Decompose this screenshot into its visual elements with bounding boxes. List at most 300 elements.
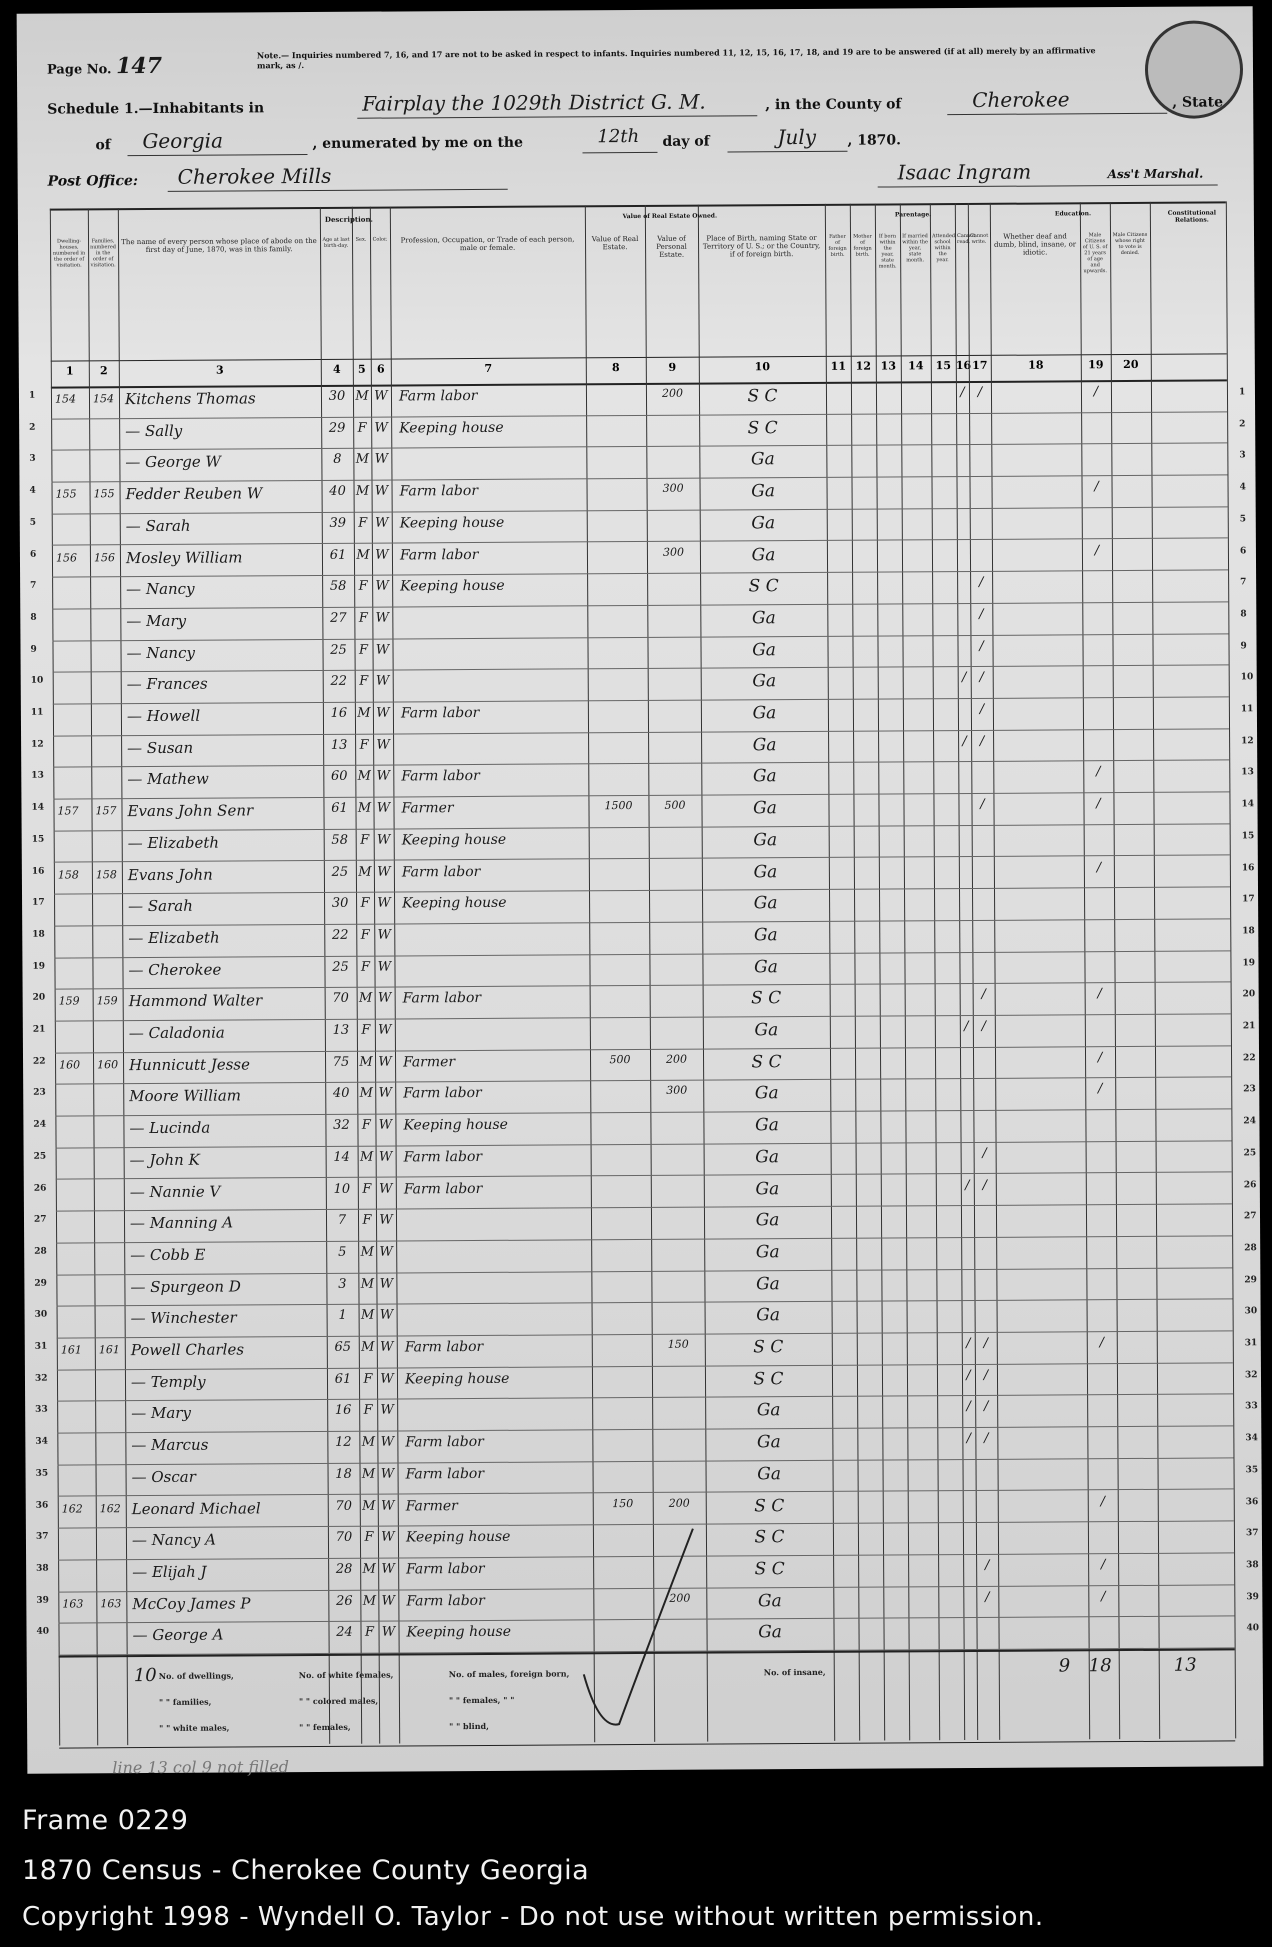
occupation: Farmer [405, 1497, 458, 1514]
sex: M [355, 388, 369, 404]
age: 70 [332, 991, 349, 1007]
sex: M [362, 1593, 377, 1609]
footer-white-females: No. of white females, [298, 1669, 394, 1681]
age: 70 [335, 1498, 353, 1514]
column-number-17: 17 [972, 358, 988, 372]
color: W [380, 1434, 395, 1450]
family-number: 156 [93, 550, 115, 564]
citizen-mark: / [1100, 1493, 1105, 1509]
cannot-write-mark: / [978, 575, 984, 591]
column-header-20: Male Citizens whose right to vote is denied. [1112, 231, 1148, 257]
family-number: 159 [96, 994, 118, 1008]
line-number-right: 25 [1243, 1148, 1257, 1159]
birthplace: Ga [752, 671, 777, 692]
line-number-right: 20 [1242, 989, 1256, 1000]
cannot-read-mark: / [966, 1431, 972, 1447]
dwelling-number: 156 [55, 550, 77, 565]
age: 29 [328, 420, 346, 436]
of-label: of [95, 137, 111, 154]
line-number-left: 36 [35, 1500, 49, 1511]
line-number-left: 3 [29, 454, 36, 465]
age: 61 [334, 1371, 352, 1387]
sex: F [364, 1624, 375, 1640]
person-name: — Cherokee [128, 960, 222, 979]
age: 22 [331, 927, 349, 943]
cannot-write-mark: / [982, 1177, 988, 1193]
column-number-11: 11 [830, 359, 847, 373]
dwelling-number: 160 [59, 1058, 81, 1072]
citizen-mark: / [1099, 1335, 1105, 1351]
line-number-right: 36 [1245, 1496, 1259, 1507]
age: 40 [329, 483, 346, 499]
age: 8 [333, 452, 342, 468]
state-name: Georgia [142, 128, 224, 154]
birthplace: S C [754, 1495, 785, 1516]
line-number-left: 6 [29, 549, 37, 560]
family-number: 162 [99, 1501, 121, 1515]
person-name: — Susan [127, 738, 194, 757]
cannot-write-mark: / [985, 1589, 990, 1605]
marshal-name: Isaac Ingram [897, 159, 1032, 185]
person-name: — Nannie V [129, 1182, 221, 1201]
person-name: Evans John [127, 865, 213, 884]
footer-colored-males: " " colored males, [298, 1695, 379, 1707]
family-number: 158 [95, 867, 117, 881]
line-number-left: 8 [30, 612, 37, 623]
birthplace: Ga [751, 481, 775, 502]
column-number-3: 3 [215, 363, 224, 377]
column-number-19: 19 [1088, 358, 1104, 372]
sex: M [358, 990, 373, 1007]
person-name: — Marcus [131, 1435, 209, 1455]
line-number-right: 12 [1241, 735, 1254, 747]
line-number-left: 40 [36, 1626, 50, 1637]
line-number-right: 17 [1242, 894, 1255, 905]
person-name: Mosley William [125, 547, 243, 567]
person-name: Leonard Michael [131, 1498, 261, 1518]
citizen-mark: / [1094, 542, 1100, 558]
line-number-right: 18 [1242, 926, 1255, 937]
dwelling-number: 158 [57, 867, 79, 882]
occupation: Farm labor [398, 387, 478, 405]
personal-estate-value: 200 [665, 1052, 688, 1066]
color: W [377, 990, 392, 1006]
cannot-write-mark: / [983, 1335, 989, 1351]
column-header-area [50, 201, 1227, 361]
line-number-left: 32 [34, 1373, 48, 1384]
column-number-18: 18 [1028, 358, 1044, 372]
birthplace: S C [747, 417, 778, 439]
age: 1 [338, 1308, 347, 1324]
line-number-right: 31 [1244, 1338, 1258, 1349]
color: W [381, 1593, 396, 1609]
color: W [376, 737, 390, 753]
occupation: Farm labor [399, 483, 479, 500]
occupation: Farm labor [403, 1148, 483, 1166]
real-estate-value: 500 [609, 1052, 631, 1066]
column-number-20: 20 [1123, 357, 1139, 372]
cannot-write-mark: / [979, 638, 984, 654]
age: 18 [335, 1466, 352, 1482]
dwellings-total: 10 [133, 1664, 157, 1687]
check-stroke [578, 1524, 699, 1735]
person-name: — George W [125, 452, 221, 472]
cannot-write-mark: / [979, 670, 984, 686]
cannot-write-mark: / [980, 796, 985, 813]
column-header-15: Attended school within the year. [931, 233, 956, 264]
dwelling-number: 161 [60, 1343, 82, 1357]
line-number-left: 28 [34, 1246, 47, 1257]
age: 25 [332, 959, 349, 975]
sex: M [357, 769, 372, 785]
person-name: — John K [129, 1150, 200, 1169]
column-header-10: Place of Birth, naming State or Territory of U. S.; or the Country, if of foreign birth. [702, 233, 821, 259]
cannot-write-mark: / [983, 1367, 989, 1383]
line-number-right: 4 [1239, 482, 1246, 493]
footer-insane: No. of insane, [763, 1666, 826, 1678]
age: 26 [336, 1593, 353, 1609]
sex: F [361, 1022, 371, 1038]
occupation: Farm labor [405, 1465, 485, 1483]
summary-footer [59, 1648, 1236, 1748]
line-number-left: 1 [28, 390, 36, 401]
line-number-right: 21 [1242, 1021, 1256, 1032]
color: W [375, 515, 389, 531]
line-number-left: 13 [31, 771, 44, 782]
age: 27 [330, 610, 347, 626]
age: 28 [335, 1561, 353, 1577]
line-number-left: 2 [29, 422, 36, 433]
line-number-right: 1 [1238, 387, 1246, 398]
color: W [379, 1244, 393, 1260]
cannot-write-mark: / [981, 1018, 987, 1034]
family-number: 163 [100, 1596, 122, 1610]
color: W [378, 1117, 393, 1133]
line-number-left: 26 [33, 1183, 47, 1194]
line-number-left: 38 [36, 1563, 49, 1574]
age: 16 [330, 705, 348, 721]
birthplace: Ga [758, 1622, 782, 1643]
sex: F [358, 642, 369, 658]
line-number-right: 34 [1245, 1433, 1258, 1444]
age: 3 [338, 1276, 347, 1292]
birthplace: S C [753, 1337, 784, 1358]
person-name: — Caladonia [128, 1023, 225, 1043]
color: W [375, 547, 389, 563]
line-number-left: 4 [29, 485, 36, 496]
cannot-write-mark: / [977, 384, 983, 400]
person-name: Kitchens Thomas [124, 389, 256, 409]
family-number: 155 [93, 487, 115, 501]
age: 30 [331, 895, 349, 912]
person-name: Hammond Walter [128, 991, 263, 1011]
column-header-6: Color. [372, 236, 388, 243]
page-label: Page No. 147 [46, 52, 163, 80]
person-name: — Cobb E [130, 1245, 206, 1265]
column-header-13: If born within the year, state month. [878, 233, 897, 270]
color: W [379, 1307, 394, 1323]
line-number-right: 3 [1239, 450, 1246, 461]
personal-estate-value: 500 [664, 798, 686, 812]
line-number-right: 7 [1240, 577, 1247, 588]
personal-estate-value: 300 [666, 1084, 688, 1098]
line-number-left: 22 [33, 1056, 46, 1067]
line-number-left: 19 [32, 961, 46, 972]
day-of-label: day of [662, 133, 710, 150]
color: W [376, 800, 391, 816]
person-name: — Oscar [131, 1467, 196, 1486]
census-table [28, 201, 1260, 1748]
birthplace: Ga [755, 1146, 780, 1168]
sex: M [360, 1244, 374, 1260]
age: 25 [331, 864, 349, 880]
person-name: Powell Charles [130, 1340, 245, 1360]
line-number-right: 23 [1243, 1084, 1256, 1095]
birthplace: Ga [753, 925, 778, 946]
line-number-right: 38 [1246, 1560, 1259, 1571]
color: W [376, 832, 391, 848]
age: 13 [332, 1022, 350, 1038]
sex: F [362, 1212, 372, 1228]
color: W [375, 673, 390, 689]
citizen-mark: / [1094, 479, 1099, 495]
birthplace: Ga [755, 1242, 780, 1263]
cannot-write-mark: / [984, 1557, 990, 1573]
sex: M [358, 864, 372, 880]
enumerated-label: , enumerated by me on the [312, 134, 524, 152]
footer-dwellings: No. of dwellings, [158, 1670, 234, 1681]
birthplace: Ga [752, 766, 777, 787]
column-header-17: Cannot write. [969, 232, 989, 245]
cannot-read-mark: / [966, 1367, 971, 1383]
column-number-15: 15 [935, 359, 951, 373]
age: 40 [332, 1086, 350, 1102]
line-number-right: 6 [1239, 545, 1247, 556]
line-number-right: 24 [1243, 1116, 1256, 1127]
column-header-7: Profession, Occupation, or Trade of each person, male or female. [400, 235, 575, 253]
group-value: Value of Real Estate Owned. [622, 212, 718, 221]
line-number-left: 23 [33, 1088, 46, 1099]
footer-blind: " " blind, [449, 1720, 489, 1732]
column-number-12: 12 [855, 359, 871, 373]
line-number-right: 16 [1241, 862, 1255, 873]
page-number: 147 [116, 52, 163, 80]
person-name: — Mary [126, 611, 187, 631]
dwelling-number: 163 [62, 1597, 84, 1611]
age: 61 [331, 800, 348, 816]
age: 13 [330, 737, 348, 753]
person-name: — George A [132, 1625, 224, 1645]
birthplace: Ga [750, 449, 775, 470]
caption-copyright: Copyright 1998 - Wyndell O. Taylor - Do not use without written permission. [22, 1902, 1044, 1932]
person-name: — Temply [130, 1372, 206, 1391]
age: 61 [329, 547, 347, 563]
column-header-19: Male Citizens of U. S. of 21 years of age and upwards. [1082, 232, 1108, 275]
citizen-mark: / [1100, 1557, 1106, 1573]
family-number: 160 [97, 1057, 119, 1072]
occupation: Keeping house [402, 895, 507, 912]
column-number-5: 5 [357, 362, 366, 376]
birthplace: S C [754, 1527, 785, 1548]
birthplace: Ga [752, 734, 777, 755]
occupation: Farm labor [400, 704, 480, 722]
line-number-right: 33 [1245, 1401, 1258, 1412]
sex: M [362, 1498, 376, 1514]
sex: M [355, 452, 370, 468]
sex: M [360, 1276, 375, 1292]
age: 58 [331, 832, 349, 848]
occupation: Keeping house [403, 1116, 508, 1134]
birthplace: Ga [751, 544, 776, 565]
sex: M [357, 800, 372, 816]
occupation: Farm labor [401, 768, 480, 785]
cannot-write-mark: / [982, 1145, 987, 1161]
dwelling-number: 157 [57, 804, 79, 818]
line-number-left: 14 [31, 802, 45, 813]
state-label: , State [1172, 94, 1224, 111]
dwelling-number: 162 [61, 1501, 83, 1516]
age: 10 [333, 1181, 351, 1197]
citizen-mark: / [1097, 986, 1102, 1002]
birthplace: Ga [756, 1400, 781, 1421]
person-name: — Spurgeon D [130, 1277, 241, 1296]
line-number-right: 8 [1240, 609, 1247, 620]
person-name: — Manning A [129, 1213, 234, 1233]
color: W [381, 1498, 395, 1514]
color: W [374, 420, 388, 436]
footer-white-males: " " white males, [159, 1722, 230, 1733]
birthplace: S C [747, 386, 778, 407]
line-number-left: 27 [33, 1214, 47, 1225]
enum-day: 12th [597, 125, 640, 148]
color: W [378, 1022, 392, 1038]
caption-title: 1870 Census - Cherokee County Georgia [22, 1855, 590, 1886]
person-name: — Elizabeth [128, 928, 220, 948]
group-parentage: Parentage. [894, 211, 932, 219]
color: W [375, 610, 390, 626]
dwelling-number: 159 [58, 994, 80, 1008]
age: 65 [334, 1339, 352, 1355]
marshal-suffix: Ass't Marshal. [1107, 166, 1204, 182]
sex: F [360, 959, 371, 975]
birthplace: Ga [753, 893, 778, 914]
enum-year: , 1870. [847, 132, 902, 149]
sex: M [361, 1434, 376, 1450]
color: W [374, 388, 388, 404]
column-header-2: Families, numbered in the order of visitation. [90, 238, 117, 269]
occupation: Farm labor [403, 1180, 483, 1197]
age: 16 [334, 1403, 352, 1419]
occupation: Farm labor [401, 863, 481, 880]
family-number: 157 [95, 804, 117, 818]
sex: F [360, 895, 370, 911]
age: 30 [328, 388, 346, 404]
cannot-write-mark: / [981, 987, 986, 1003]
line-number-left: 5 [29, 517, 37, 528]
sex: M [359, 1054, 373, 1070]
line-number-left: 18 [32, 929, 45, 940]
birthplace: S C [751, 988, 782, 1009]
birthplace: Ga [752, 703, 777, 724]
sex: F [363, 1371, 373, 1387]
cannot-read-mark: / [960, 385, 965, 401]
line-number-right: 19 [1242, 957, 1256, 968]
person-name: — Nancy [126, 643, 195, 662]
color: W [379, 1276, 394, 1292]
family-number: 154 [92, 392, 115, 406]
sex: M [355, 483, 370, 499]
age: 22 [330, 674, 348, 690]
footer-foreign-females: " " females, " " [448, 1694, 515, 1706]
cannot-write-mark: / [979, 701, 985, 717]
tally-col16: 9 [1058, 1655, 1071, 1677]
birthplace: Ga [756, 1432, 781, 1453]
occupation: Farm labor [402, 990, 482, 1007]
birthplace: Ga [757, 1463, 781, 1485]
birthplace: Ga [754, 1083, 779, 1104]
line-number-right: 27 [1243, 1211, 1257, 1222]
line-number-right: 11 [1240, 704, 1254, 715]
age: 39 [329, 515, 347, 531]
sex: M [362, 1561, 376, 1577]
birthplace: Ga [756, 1305, 781, 1326]
line-number-left: 7 [30, 580, 37, 591]
sex: F [359, 673, 369, 690]
person-name: Evans John Senr [127, 801, 254, 821]
color: W [377, 895, 391, 911]
color: W [379, 1212, 393, 1228]
sex: F [364, 1529, 374, 1545]
birthplace: Ga [755, 1178, 780, 1199]
line-number-right: 22 [1243, 1052, 1256, 1064]
enum-month: July [777, 124, 817, 150]
color: W [380, 1371, 394, 1387]
color: W [381, 1529, 395, 1545]
color: W [377, 959, 392, 975]
citizen-mark: / [1096, 859, 1102, 875]
sex: M [357, 705, 371, 721]
sex: F [358, 515, 368, 531]
place-name: Fairplay the 1029th District G. M. [362, 89, 706, 116]
birthplace: S C [753, 1368, 784, 1390]
age: 75 [332, 1054, 350, 1070]
age: 7 [337, 1212, 347, 1229]
line-number-left: 35 [35, 1468, 49, 1479]
line-number-right: 37 [1245, 1528, 1259, 1539]
citizen-mark: / [1096, 764, 1101, 780]
color: W [376, 768, 391, 784]
cannot-write-mark: / [983, 1399, 989, 1415]
column-number-1: 1 [65, 364, 74, 378]
cannot-read-mark: / [961, 670, 967, 686]
column-header-16: Cannot read. [956, 232, 976, 246]
column-header-3: The name of every person whose place of abode on the first day of June, 1870, was in this family. [121, 236, 317, 255]
column-number-10: 10 [754, 360, 771, 374]
cannot-read-mark: / [966, 1399, 971, 1415]
line-number-right: 9 [1240, 640, 1247, 651]
birthplace: Ga [755, 1273, 780, 1294]
birthplace: Ga [755, 1115, 779, 1136]
post-office-name: Cherokee Mills [177, 163, 332, 189]
line-number-right: 30 [1244, 1306, 1258, 1317]
column-number-6: 6 [376, 362, 385, 376]
line-number-left: 9 [30, 644, 37, 655]
occupation: Farm labor [404, 1338, 484, 1356]
birthplace: Ga [753, 829, 778, 851]
sex: M [359, 1149, 374, 1165]
family-number: 161 [98, 1343, 120, 1357]
real-estate-value: 1500 [604, 799, 633, 813]
